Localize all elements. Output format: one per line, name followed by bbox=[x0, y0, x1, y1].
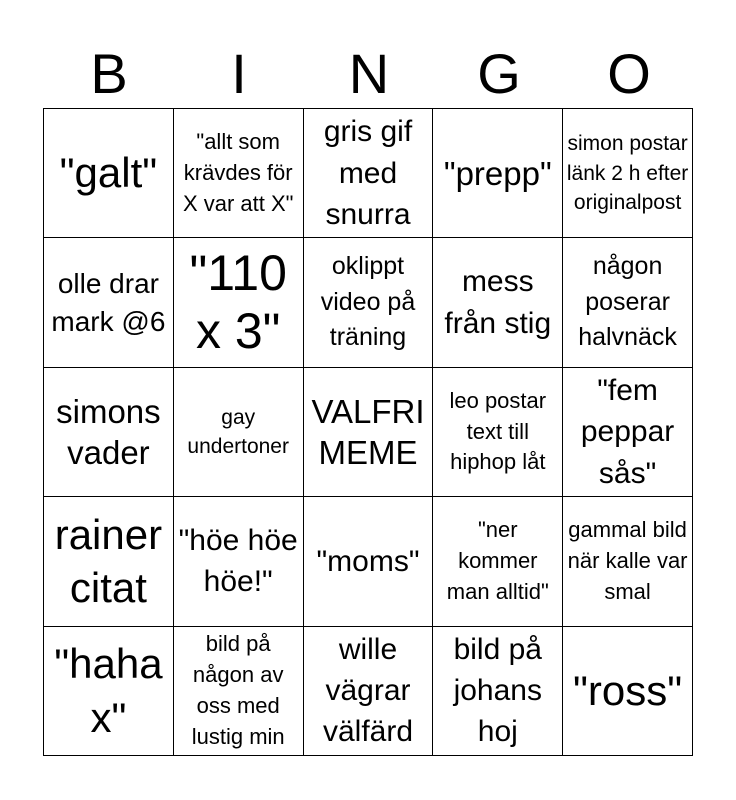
bingo-cell[interactable] bbox=[563, 109, 693, 238]
bingo-cell[interactable] bbox=[44, 238, 174, 367]
bingo-cell[interactable] bbox=[174, 109, 304, 238]
cell-text: "allt som krävdes för X var att X" bbox=[182, 129, 294, 216]
bingo-cell[interactable] bbox=[174, 368, 304, 497]
bingo-cell[interactable] bbox=[304, 109, 434, 238]
cell-text: wille vägrar välfärd bbox=[322, 632, 414, 749]
cell-text: gris gif med snurra bbox=[323, 115, 413, 231]
cell-text: "haha x" bbox=[54, 640, 163, 741]
bingo-board bbox=[43, 108, 693, 756]
bingo-header bbox=[44, 40, 694, 108]
bingo-cell[interactable] bbox=[304, 238, 434, 367]
cell-text: gammal bild när kalle var smal bbox=[567, 517, 688, 604]
bingo-cell[interactable] bbox=[433, 627, 563, 756]
bingo-cell[interactable] bbox=[304, 627, 434, 756]
cell-text: "ross" bbox=[573, 666, 683, 714]
cell-text: "prepp" bbox=[443, 154, 552, 192]
bingo-cell[interactable] bbox=[44, 109, 174, 238]
bingo-cell[interactable] bbox=[433, 109, 563, 238]
cell-text: "höe höe höe!" bbox=[178, 524, 298, 599]
bingo-cell[interactable] bbox=[563, 497, 693, 626]
bingo-cell[interactable] bbox=[433, 497, 563, 626]
cell-text: gay undertoner bbox=[187, 405, 289, 458]
cell-text: någon poserar halvnäck bbox=[578, 251, 677, 352]
cell-text: "ner kommer man alltid" bbox=[446, 517, 549, 604]
bingo-cell[interactable] bbox=[304, 368, 434, 497]
bingo-cell[interactable] bbox=[174, 497, 304, 626]
bingo-cell[interactable] bbox=[433, 238, 563, 367]
cell-text: olle drar mark @6 bbox=[51, 267, 166, 337]
cell-text: "fem peppar sås" bbox=[580, 373, 675, 490]
bingo-cell[interactable] bbox=[563, 368, 693, 497]
bingo-cell[interactable] bbox=[433, 368, 563, 497]
cell-text: oklippt video på träning bbox=[320, 251, 416, 352]
bingo-cell[interactable] bbox=[174, 627, 304, 756]
cell-text: "110 x 3" bbox=[189, 245, 287, 359]
cell-text: simons vader bbox=[56, 392, 161, 471]
bingo-cell[interactable] bbox=[563, 627, 693, 756]
header-letter-i: I bbox=[231, 42, 247, 105]
bingo-cell[interactable] bbox=[174, 238, 304, 367]
bingo-cell[interactable] bbox=[304, 497, 434, 626]
bingo-cell[interactable] bbox=[563, 238, 693, 367]
header-letter-n: N bbox=[348, 42, 390, 105]
cell-text: "galt" bbox=[59, 149, 158, 197]
cell-text: bild på johans hoj bbox=[453, 632, 542, 749]
cell-text: bild på någon av oss med lustig min bbox=[191, 631, 285, 749]
cell-text: VALFRI MEME bbox=[311, 392, 425, 471]
bingo-cell[interactable] bbox=[44, 497, 174, 626]
bingo-cell[interactable] bbox=[44, 368, 174, 497]
bingo-cell[interactable] bbox=[44, 627, 174, 756]
cell-text: simon postar länk 2 h efter originalpost bbox=[566, 132, 689, 214]
header-letter-b: B bbox=[90, 42, 128, 105]
header-letter-g: G bbox=[477, 42, 521, 105]
cell-text: mess från stig bbox=[444, 265, 552, 340]
header-letter-o: O bbox=[607, 42, 651, 105]
cell-text: leo postar text till hiphop låt bbox=[449, 387, 547, 475]
cell-text: rainer citat bbox=[54, 510, 163, 612]
cell-text: "moms" bbox=[316, 544, 420, 578]
